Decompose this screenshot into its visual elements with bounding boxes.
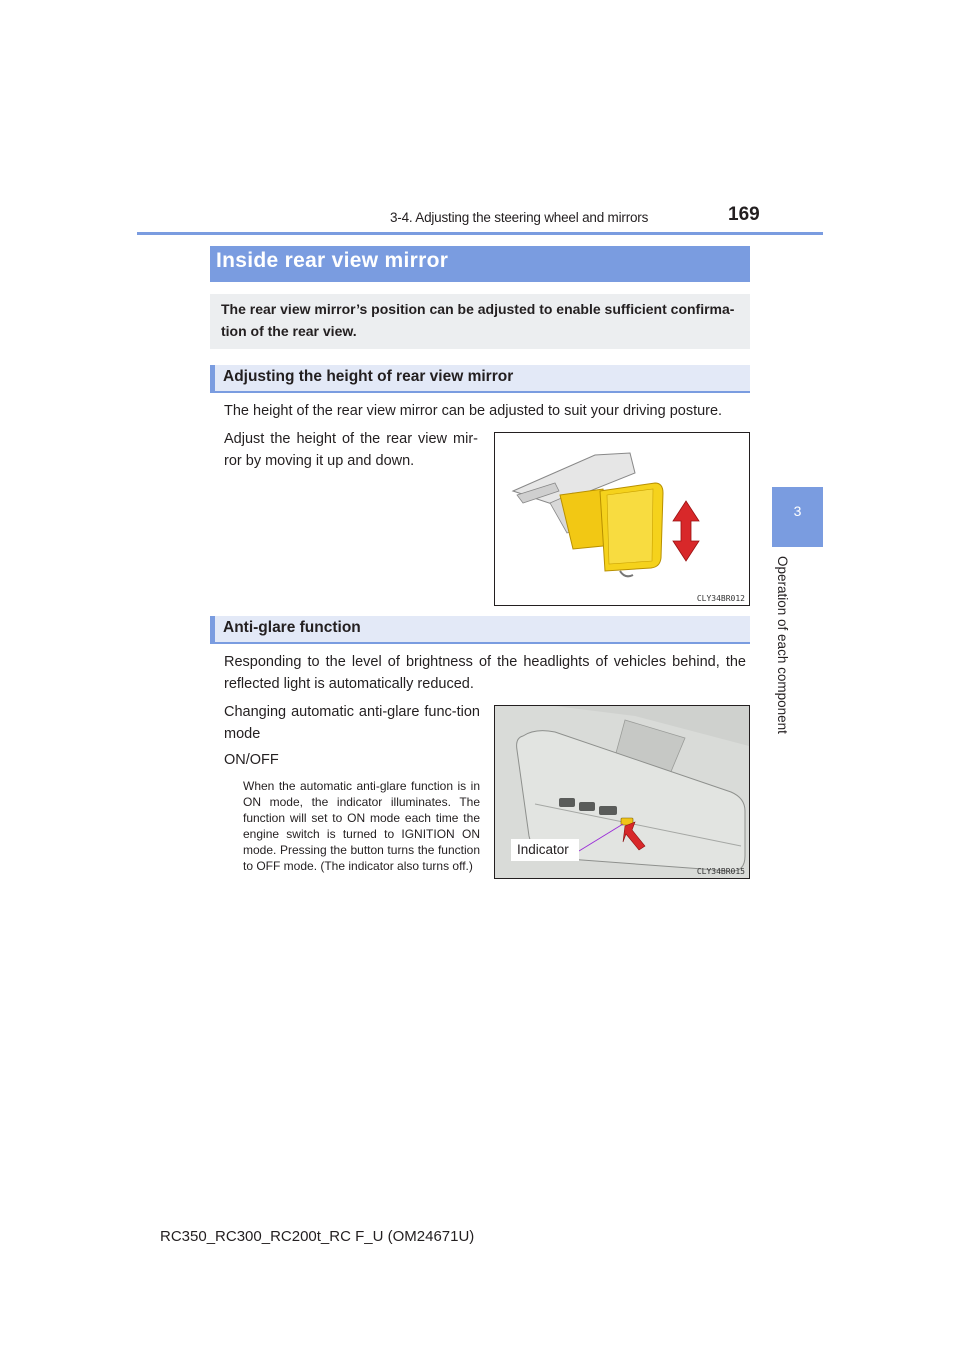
page-title: Inside rear view mirror: [216, 249, 449, 272]
page-number: 169: [728, 204, 760, 225]
indicator-label: Indicator: [517, 842, 569, 857]
document-footer: RC350_RC300_RC200t_RC F_U (OM24671U): [160, 1228, 475, 1245]
figure-code: CLY34BR012: [696, 594, 745, 603]
mode-note: When the automatic anti-glare function is in ON mode, the indicator illuminates. The function will set to ON mode each time the engine switch is turned to IGNITION ON mode. Pressing the button turns the function to OFF mode. (The indicator also turns off.): [243, 779, 480, 873]
intro-text: The rear view mirror’s position can be adjusted to enable sufficient confirma-tion of the rear view.: [221, 301, 735, 339]
section2-instruction: Changing automatic anti-glare func-tion mode: [224, 704, 480, 742]
figure-code: CLY34BR015: [696, 867, 745, 876]
section2-heading: Anti-glare function: [223, 619, 361, 636]
chapter-number: 3: [793, 503, 802, 519]
mode-label: ON/OFF: [224, 752, 279, 768]
header-rule: [137, 232, 823, 235]
section1-instruction: Adjust the height of the rear view mir-ror by moving it up and down.: [224, 431, 478, 469]
section1-body: The height of the rear view mirror can be adjusted to suit your driving posture.: [224, 403, 723, 419]
chapter-label: Operation of each component: [775, 556, 790, 734]
section-header: 3-4. Adjusting the steering wheel and mirrors: [390, 210, 649, 225]
mirror-height-illustration: [495, 433, 749, 605]
section2-body: Responding to the level of brightness of the headlights of vehicles behind, the reflected light is automatically reduced.: [224, 654, 746, 692]
anti-glare-figure: [494, 705, 750, 879]
mirror-height-figure: [494, 432, 750, 606]
section1-heading: Adjusting the height of rear view mirror: [223, 368, 514, 385]
